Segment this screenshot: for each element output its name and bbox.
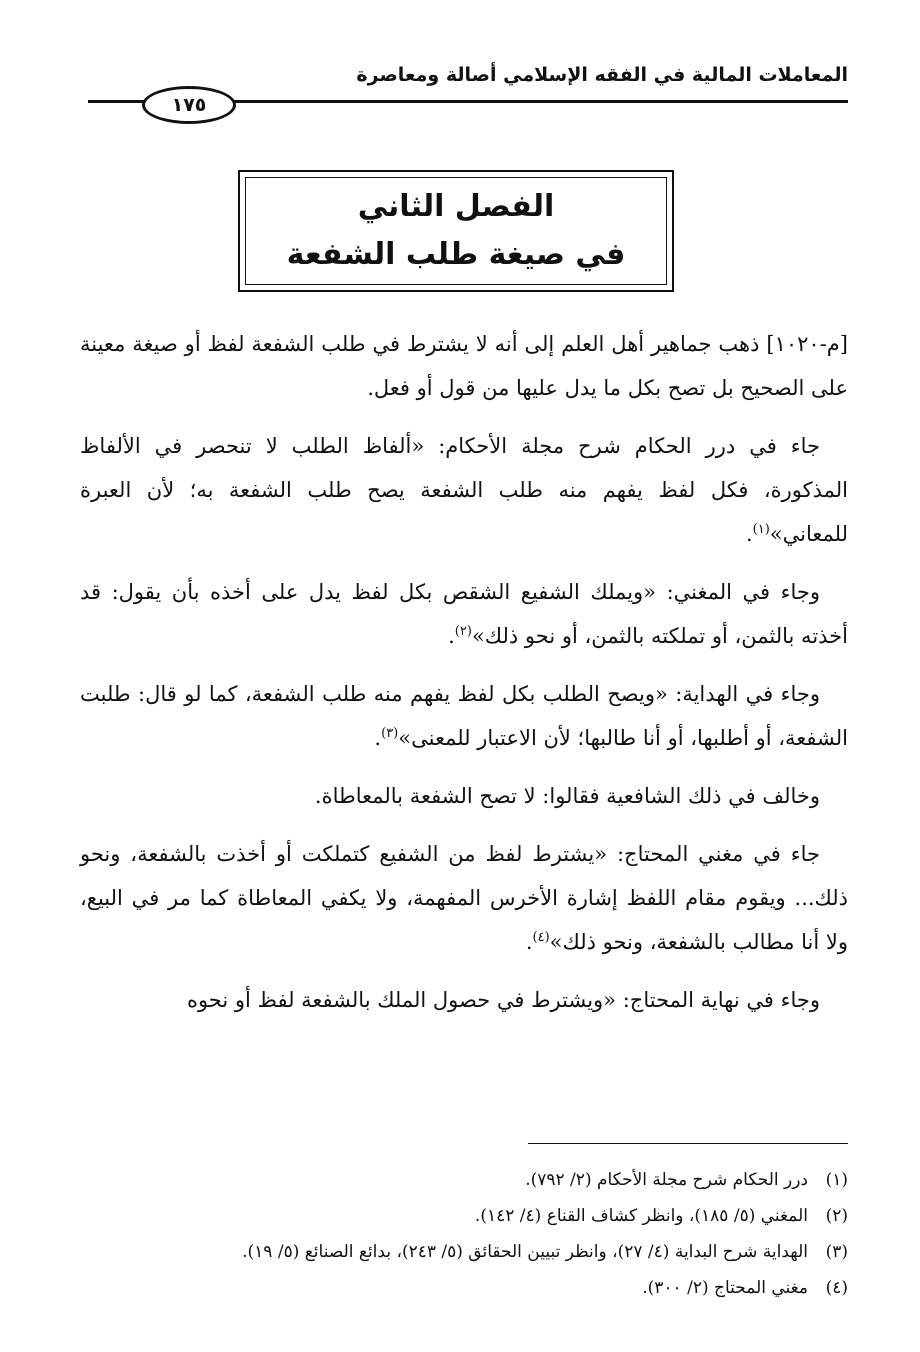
paragraph-2 bbox=[80, 424, 848, 556]
paragraph-3-text: وجاء في المغني: «ويملك الشفيع الشقص بكل لفظ يدل على أخذه بأن يقول: قد أخذته بالثمن، أو تملكته بالثمن، أو نحو ذلك» bbox=[80, 580, 848, 648]
paragraph-2-text: جاء في درر الحكام شرح مجلة الأحكام: «ألفاظ الطلب لا تنحصر في الألفاظ المذكورة، فكل لفظ يفهم منه طلب الشفعة يصح طلب الشفعة به؛ لأن العبرة للمعاني» bbox=[80, 434, 848, 546]
footnote-text: مغني المحتاج (٢/ ٣٠٠). bbox=[642, 1278, 808, 1298]
main-text bbox=[80, 322, 848, 1036]
period: . bbox=[448, 624, 455, 648]
period: . bbox=[525, 930, 533, 954]
footnote-2 bbox=[80, 1198, 848, 1234]
footnote-number: (٣) bbox=[825, 1242, 848, 1262]
footnote-ref-1: (١) bbox=[752, 522, 770, 537]
paragraph-7-text: وجاء في نهاية المحتاج: «ويشترط في حصول الملك بالشفعة لفظ أو نحوه bbox=[186, 988, 820, 1012]
paragraph-1 bbox=[80, 322, 848, 410]
period: . bbox=[374, 726, 382, 750]
chapter-title-inner-frame bbox=[245, 177, 667, 285]
footnote-text: المغني (٥/ ١٨٥)، وانظر كشاف القناع (٤/ ١٤٢). bbox=[474, 1206, 808, 1226]
footnote-1 bbox=[80, 1162, 848, 1198]
paragraph-1-text: [م-١٠٢٠] ذهب جماهير أهل العلم إلى أنه لا يشترط في طلب الشفعة لفظ أو صيغة معينة على الصحيح بل تصح بكل ما يدل عليها من قول أو فعل. bbox=[80, 332, 848, 400]
footnote-text: الهداية شرح البداية (٤/ ٢٧)، وانظر تبيين الحقائق (٥/ ٢٤٣)، بدائع الصنائع (٥/ ١٩). bbox=[242, 1242, 808, 1262]
paragraph-5 bbox=[80, 774, 848, 818]
paragraph-5-text: وخالف في ذلك الشافعية فقالوا: لا تصح الشفعة بالمعاطاة. bbox=[314, 784, 820, 808]
footnotes bbox=[80, 1162, 848, 1306]
book-title: المعاملات المالية في الفقه الإسلامي أصالة ومعاصرة bbox=[356, 64, 848, 86]
period: . bbox=[745, 522, 753, 546]
footnote-rule bbox=[528, 1143, 848, 1144]
paragraph-4 bbox=[80, 672, 848, 760]
footnote-number: (١) bbox=[825, 1170, 848, 1190]
footnote-4 bbox=[80, 1270, 848, 1306]
footnote-ref-3: (٣) bbox=[381, 726, 399, 741]
chapter-heading: الفصل الثاني bbox=[357, 189, 555, 224]
footnote-number: (٤) bbox=[825, 1278, 848, 1298]
chapter-title-box bbox=[238, 170, 674, 292]
footnote-ref-4: (٤) bbox=[532, 930, 550, 945]
page-number: ١٧٥ bbox=[142, 86, 236, 124]
paragraph-6 bbox=[80, 832, 848, 964]
paragraph-6-text: جاء في مغني المحتاج: «يشترط لفظ من الشفيع كتملكت أو أخذت بالشفعة، ونحو ذلك... ويقوم مقام اللفظ إشارة الأخرس المفهمة، ولا يكفي المعاطاة كما مر في البيع، ولا أنا مطالب بالشفعة، ونحو ذلك» bbox=[80, 842, 848, 954]
paragraph-3 bbox=[80, 570, 848, 658]
footnote-text: درر الحكام شرح مجلة الأحكام (٢/ ٧٩٢). bbox=[525, 1170, 808, 1190]
paragraph-4-text: وجاء في الهداية: «ويصح الطلب بكل لفظ يفهم منه طلب الشفعة، كما لو قال: طلبت الشفعة، أو أطلبها، أو أنا طالبها؛ لأن الاعتبار للمعنى» bbox=[80, 682, 848, 750]
footnote-number: (٢) bbox=[825, 1206, 848, 1226]
chapter-subheading: في صيغة طلب الشفعة bbox=[286, 237, 626, 272]
footnote-3 bbox=[80, 1234, 848, 1270]
footnote-ref-2: (٢) bbox=[454, 624, 472, 639]
paragraph-7 bbox=[80, 978, 848, 1022]
